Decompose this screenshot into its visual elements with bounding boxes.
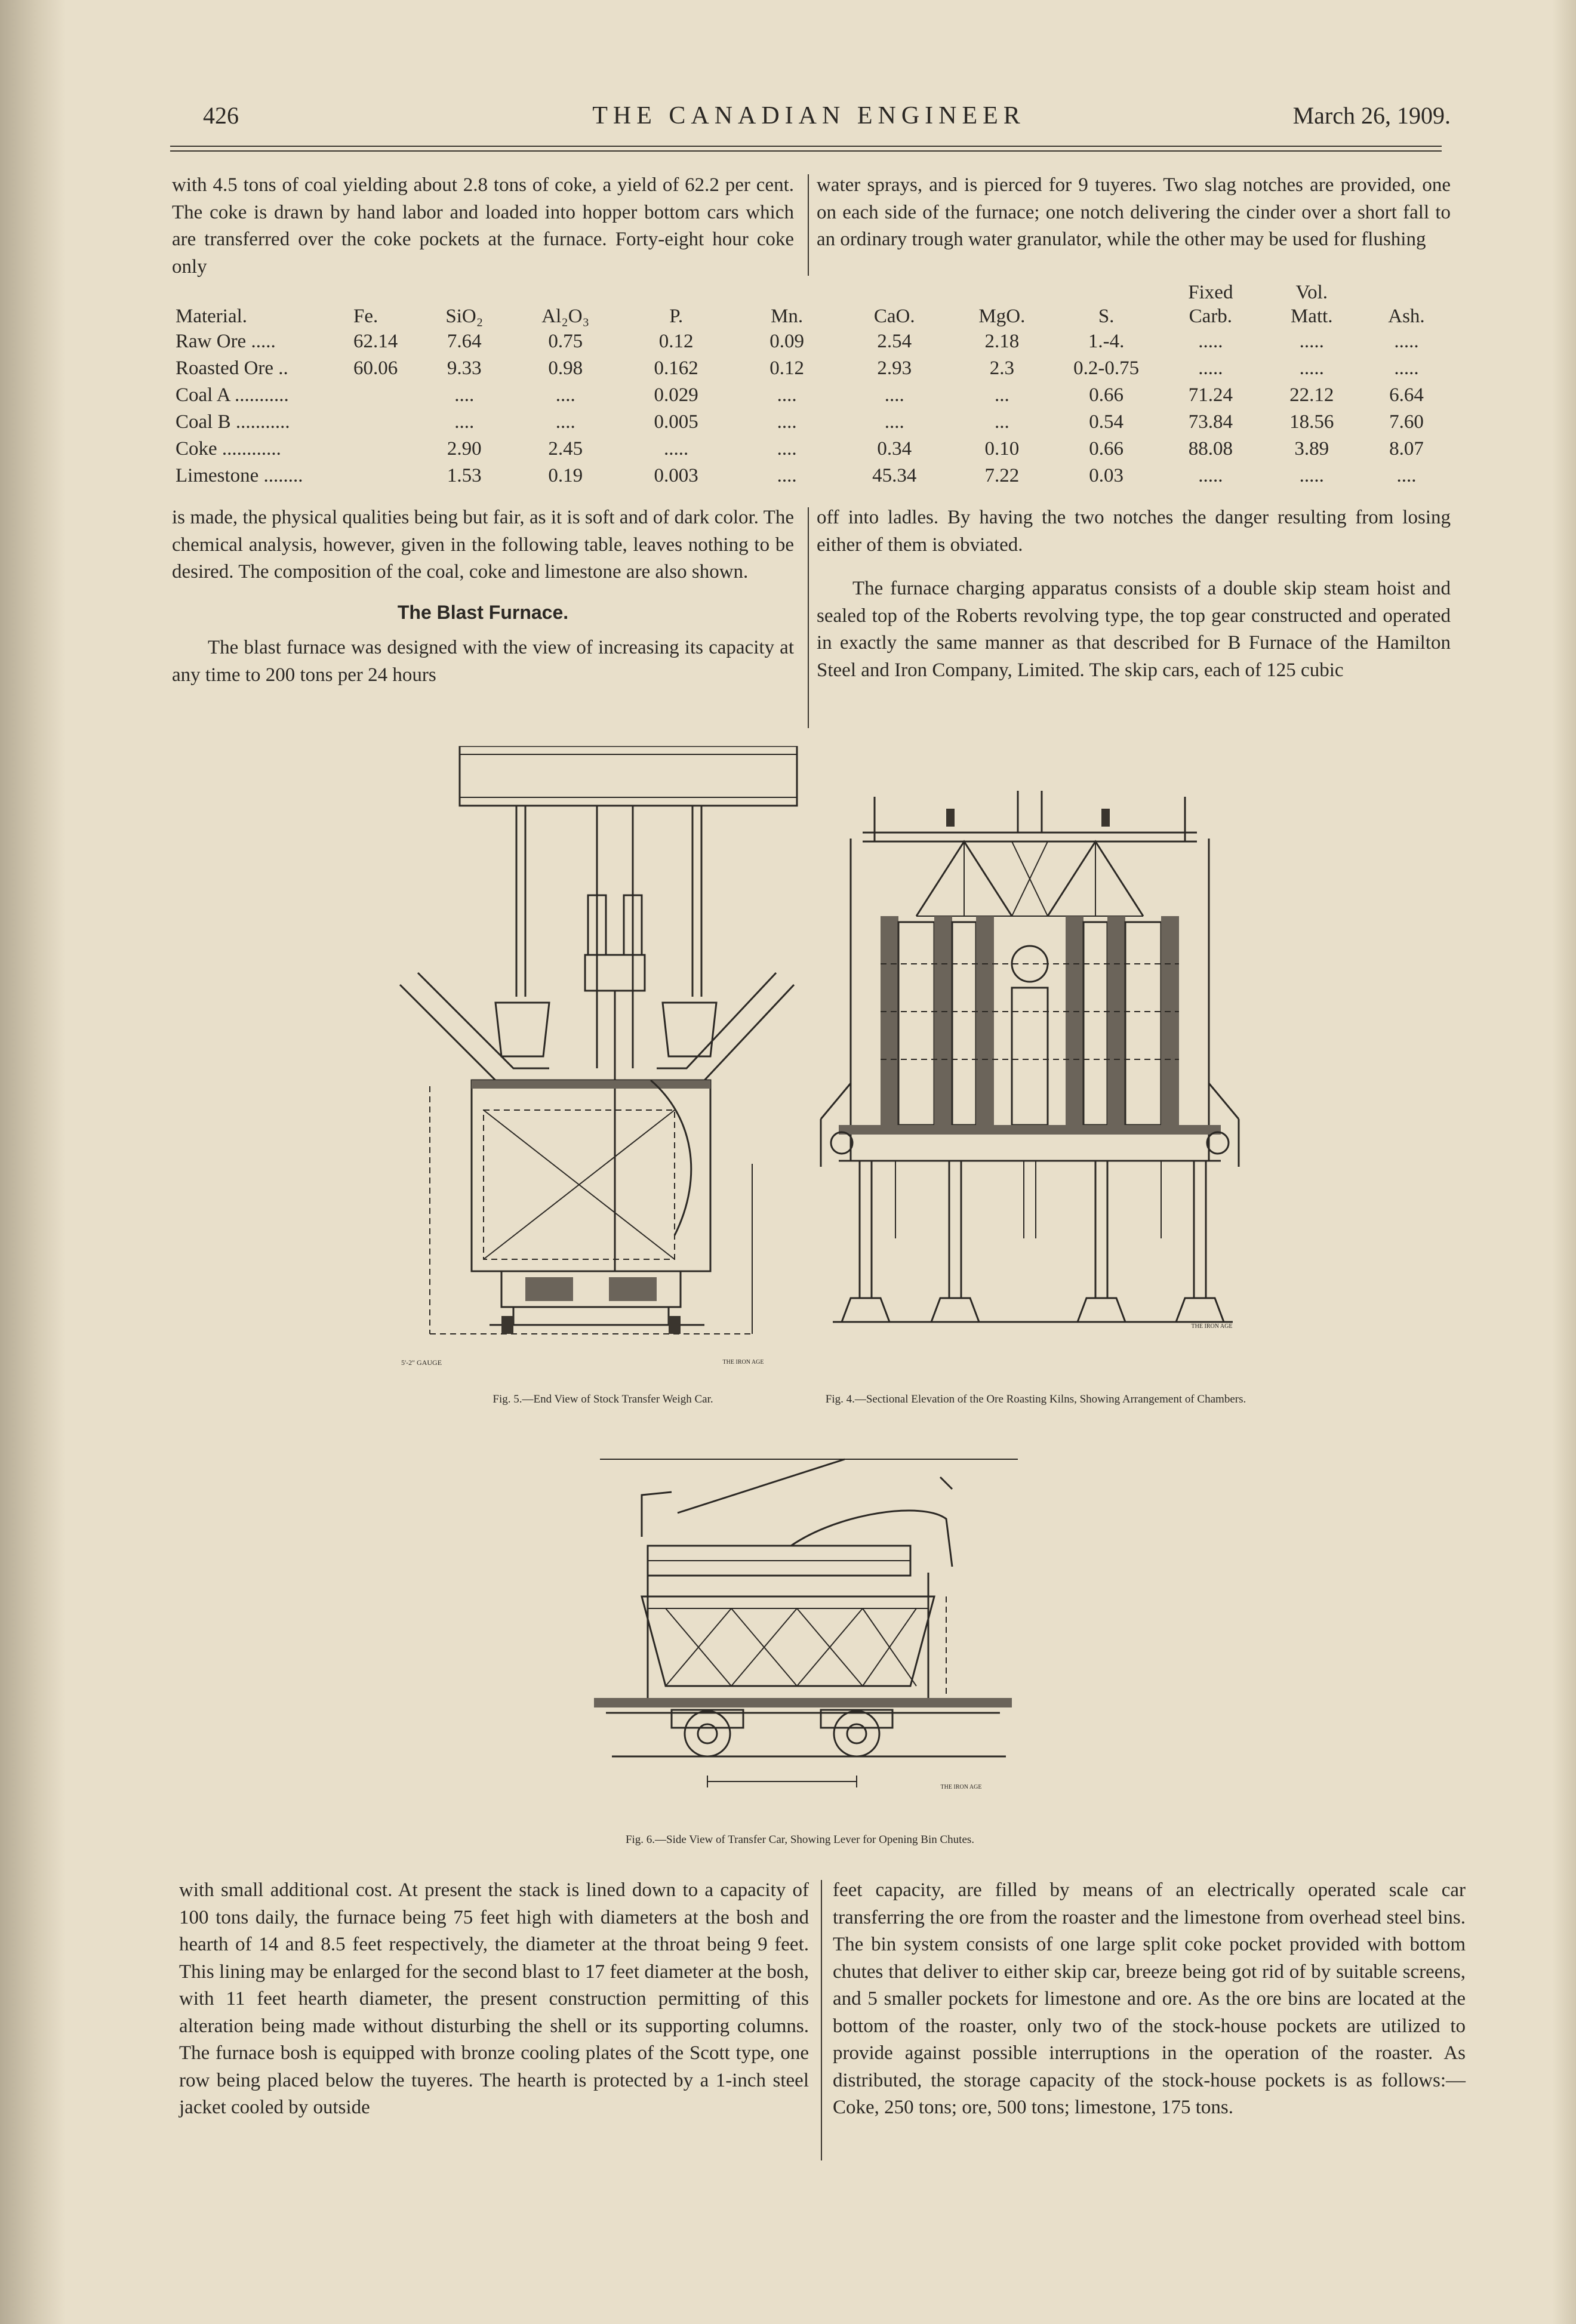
table-cell [838, 281, 952, 304]
table-cell: 8.07 [1389, 438, 1424, 460]
table-cell: 0.03 [1089, 465, 1123, 486]
header-rule-2 [170, 150, 1442, 152]
table-cell: Material. [176, 305, 248, 327]
table-cell [351, 463, 414, 489]
table-cell: Fixed [1188, 281, 1233, 303]
table-cell: Coal B ........... [176, 411, 290, 433]
table-cell: 2.3 [989, 357, 1014, 379]
table-cell: ..... [1394, 331, 1419, 352]
table-cell: 0.66 [1089, 384, 1123, 406]
table-cell: Mn. [771, 305, 804, 327]
table-cell: 62.14 [353, 331, 398, 352]
table-cell: 0.10 [984, 438, 1020, 460]
table-cell: 0.12 [769, 357, 805, 379]
table-cell: ..... [1198, 465, 1223, 486]
table-cell: 3.89 [1294, 438, 1329, 460]
fig4-credit: THE IRON AGE [1191, 1323, 1233, 1330]
table-cell: Coal A ........... [176, 384, 289, 406]
table-cell: 45.34 [872, 465, 917, 486]
table-cell: Roasted Ore .. [176, 357, 288, 379]
table-cell: MgO. [978, 305, 1026, 327]
figure-4-drawing [815, 785, 1254, 1376]
mid-left-column [172, 504, 794, 689]
table-cell: ... [994, 384, 1009, 406]
table-cell: ..... [1198, 357, 1223, 379]
table-cell: Carb. [1189, 305, 1233, 327]
table-row [173, 382, 1451, 409]
figure-5-drawing [394, 746, 800, 1379]
table-cell: .... [1396, 465, 1417, 486]
table-cell: 60.06 [353, 357, 398, 379]
table-cell: S. [1098, 305, 1115, 327]
table-cell: 2.93 [877, 357, 912, 379]
table-cell [351, 382, 414, 409]
table-cell: .... [777, 411, 797, 433]
table-cell: 2.18 [984, 331, 1020, 352]
table-row [173, 409, 1451, 436]
table-cell: 0.162 [654, 357, 698, 379]
table-cell: 0.2-0.75 [1073, 357, 1140, 379]
fig4-caption: Fig. 4.—Sectional Elevation of the Ore Roasting Kilns, Showing Arrangement of Chambers. [825, 1393, 1246, 1406]
table-cell: .... [884, 384, 904, 406]
top-right-column [817, 172, 1451, 254]
table-cell: 88.08 [1188, 438, 1233, 460]
column-divider [808, 507, 809, 728]
chemical-analysis-table [173, 281, 1451, 489]
table-cell [414, 281, 515, 304]
table-cell: 1.-4. [1088, 331, 1125, 352]
table-cell: 0.66 [1089, 438, 1123, 460]
table-cell [173, 281, 351, 304]
table-cell: 0.005 [654, 411, 698, 433]
table-cell: 73.84 [1188, 411, 1233, 433]
table-cell: 2.90 [447, 438, 482, 460]
table-cell: 0.75 [548, 331, 583, 352]
table-cell: .... [454, 411, 475, 433]
table-cell: 0.09 [769, 331, 805, 352]
paragraph: The furnace charging apparatus consists of a double skip steam hoist and sealed top of the Roberts revolving type, the top gear constructed and operated in exactly the same manner as that described for B Furnace of the Hamilton Steel and Iron Company, Limited. The skip cars, each of 125 cubic [817, 578, 1451, 681]
table-cell: .... [555, 411, 575, 433]
table-cell [351, 436, 414, 463]
table-cell: Raw Ore ..... [176, 331, 276, 352]
fig5-gauge-label: 5'-2" GAUGE [401, 1358, 442, 1367]
table-cell: 7.60 [1389, 411, 1424, 433]
table-header-row-top [173, 281, 1451, 304]
table-cell: .... [454, 384, 475, 406]
page-number: 426 [203, 102, 239, 129]
table-cell: ..... [1394, 357, 1419, 379]
paragraph: water sprays, and is pierced for 9 tuyeres. Two slag notches are provided, one on each side of the furnace; one notch delivering the cinder over a short fall to an ordinary trough water granulator, while the other may be used for flushing [817, 174, 1451, 250]
fig6-caption: Fig. 6.—Side View of Transfer Car, Showing Lever for Opening Bin Chutes. [625, 1833, 975, 1846]
table-cell: ... [994, 411, 1009, 433]
table-cell: Coke ............ [176, 438, 281, 460]
binding-shadow [0, 0, 66, 2324]
table-cell: 71.24 [1188, 384, 1233, 406]
table-cell: .... [555, 384, 575, 406]
table-cell: 9.33 [447, 357, 482, 379]
table-cell: 18.56 [1289, 411, 1334, 433]
column-divider [808, 174, 809, 276]
table-row [173, 463, 1451, 489]
header-rule [170, 146, 1442, 147]
table-cell: 1.53 [447, 465, 482, 486]
table-cell: Fe. [353, 305, 378, 327]
table-cell: 0.34 [877, 438, 912, 460]
table-cell: 0.54 [1089, 411, 1123, 433]
table-cell [616, 281, 737, 304]
paragraph: with small additional cost. At present the stack is lined down to a capacity of 100 tons daily, the furnace being 75 feet high with diameters at the bosh and hearth of 14 and 8.5 feet respectively, the diameter at the throat being 9 feet. This lining may be enlarged for the second blast to 17 feet diameter at the bosh, with 11 feet hearth diameter, the present construction permitting of this alteration being made without disturbing the shell or its supporting columns. The furnace bosh is equipped with bronze cooling plates of the Scott type, one row being placed below the tuyeres. The hearth is protected by a 1-inch steel jacket cooled by outside [179, 1879, 809, 2118]
table-cell: ..... [664, 438, 689, 460]
page-edge [1552, 0, 1576, 2324]
table-cell: .... [777, 384, 797, 406]
table-cell [351, 409, 414, 436]
table-cell: 2.54 [877, 331, 912, 352]
table-cell: 6.64 [1389, 384, 1424, 406]
table-cell: 0.029 [654, 384, 698, 406]
section-heading: The Blast Furnace. [397, 601, 569, 623]
table-cell: 0.003 [654, 465, 698, 486]
table-cell: 0.12 [658, 331, 694, 352]
table-cell: 22.12 [1289, 384, 1334, 406]
fig6-credit: THE IRON AGE [940, 1784, 982, 1790]
running-header [167, 101, 1451, 143]
table-cell: ..... [1299, 331, 1324, 352]
issue-date: March 26, 1909. [1292, 102, 1451, 129]
table-cell [515, 281, 616, 304]
bottom-left-column [179, 1877, 809, 2122]
table-cell: 0.19 [548, 465, 583, 486]
column-divider [821, 1880, 822, 2160]
bottom-right-column [833, 1877, 1466, 2122]
table-cell: P. [669, 305, 684, 327]
table-cell: ..... [1198, 331, 1223, 352]
table-cell: ..... [1299, 357, 1324, 379]
table-cell: Matt. [1290, 305, 1333, 327]
table-cell: Limestone ........ [176, 465, 303, 486]
table-row [173, 436, 1451, 463]
table-cell: .... [777, 438, 797, 460]
table-cell: Vol. [1295, 281, 1328, 303]
table-cell: Ash. [1388, 305, 1425, 327]
table-cell: 2.45 [548, 438, 583, 460]
table-header-row [173, 304, 1451, 328]
table-cell: Al₂O₃ [541, 305, 590, 327]
table-cell: 7.64 [447, 331, 482, 352]
journal-title: THE CANADIAN ENGINEER [592, 102, 1026, 130]
table-cell: CaO. [873, 305, 915, 327]
table-cell: .... [777, 465, 797, 486]
paragraph: off into ladles. By having the two notches the danger resulting from losing either of them is obviated. [817, 507, 1451, 556]
paragraph: is made, the physical qualities being but fair, as it is soft and of dark color. The chemical analysis, however, given in the following table, leaves nothing to be desired. The composition of the coal, coke and limestone are also shown. [172, 507, 794, 582]
table-row [173, 355, 1451, 382]
fig5-credit: THE IRON AGE [722, 1359, 764, 1366]
table-cell [736, 281, 837, 304]
table-cell: .... [884, 411, 904, 433]
paragraph: The blast furnace was designed with the view of increasing its capacity at any time to 200 tons per 24 hours [172, 637, 794, 686]
table-cell: 0.98 [548, 357, 583, 379]
table-cell: ..... [1299, 465, 1324, 486]
table-cell [1362, 281, 1451, 304]
table-cell [351, 281, 414, 304]
table-row [173, 328, 1451, 355]
paragraph: with 4.5 tons of coal yielding about 2.8 tons of coke, a yield of 62.2 per cent. The coke is drawn by hand labor and loaded into hopper bottom cars which are transferred over the coke pockets at the furnace. Forty-eight hour coke only [172, 174, 794, 278]
table-cell: SiO₂ [445, 305, 484, 327]
top-left-column [172, 172, 794, 281]
paragraph: feet capacity, are filled by means of an electrically operated scale car transferring the ore from the roaster and the limestone from overhead steel bins. The bin system consists of one large split coke pocket provided with bottom chutes that deliver to either skip car, breeze being got rid of by suitable screens, and 5 smaller pockets for limestone and ore. As the ore bins are located at the bottom of the roaster, only two of the stock-house pockets are utilized to provide against possible interruptions in the operation of the roaster. As distributed, the storage capacity of the stock-house pockets is as follows:—Coke, 250 tons; ore, 500 tons; limestone, 175 tons. [833, 1879, 1466, 2118]
figure-6-drawing [588, 1447, 1024, 1817]
fig5-caption: Fig. 5.—End View of Stock Transfer Weigh Car. [492, 1393, 713, 1406]
table-cell [1052, 281, 1160, 304]
table-cell [952, 281, 1052, 304]
table-cell: 7.22 [984, 465, 1020, 486]
mid-right-column [817, 504, 1451, 684]
